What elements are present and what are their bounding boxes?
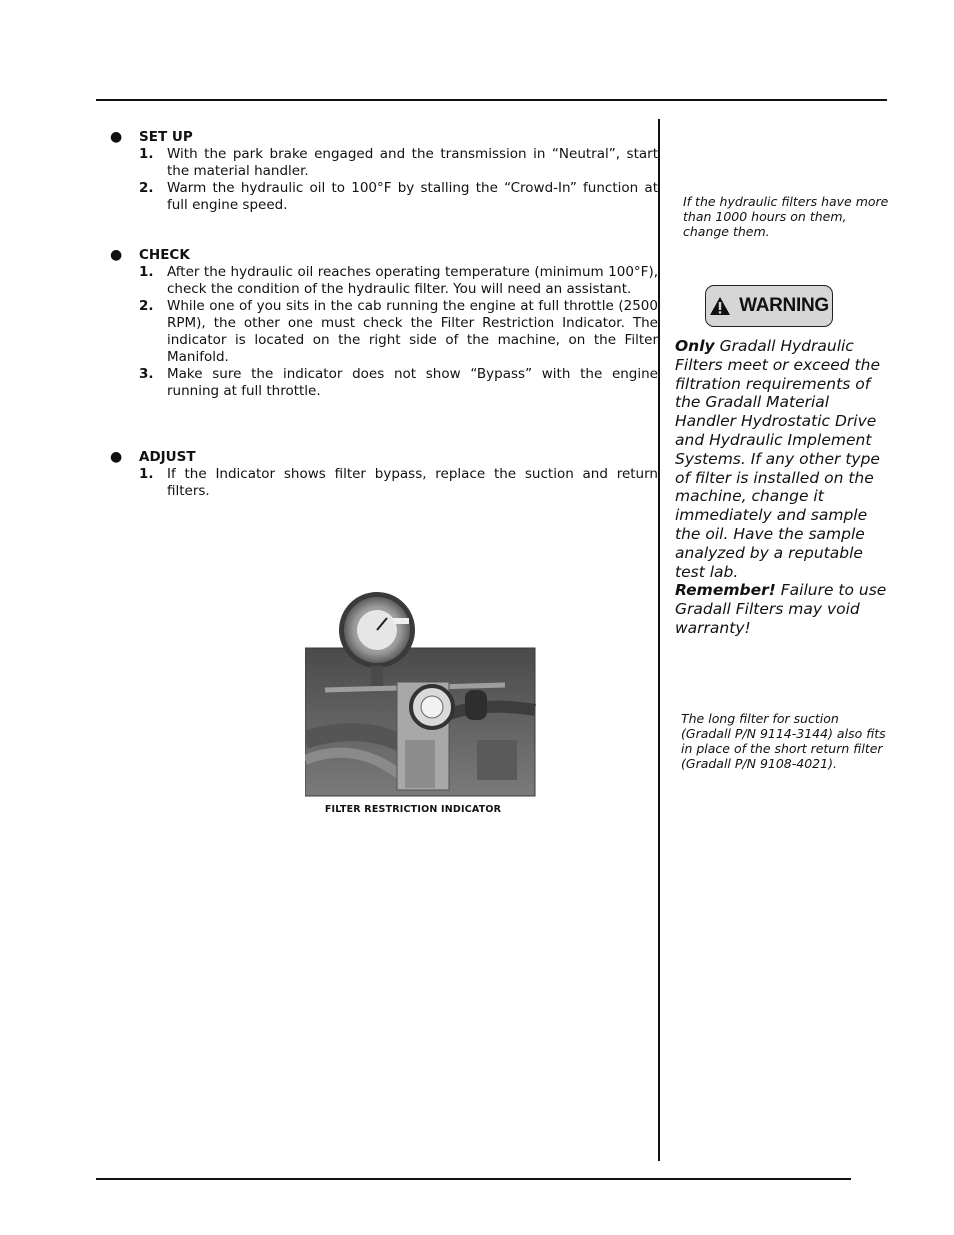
remember-body: Failure to use Gradall Filters may void warranty! [675,581,887,637]
bullet-icon: ● [110,129,123,145]
step-item [110,366,658,400]
step-item [110,298,658,366]
side-note-filter-hours: If the hydraulic filters have more than 1000 hours on them, change them. [683,194,889,239]
step-number: 2. [139,298,154,314]
bullet-icon: ● [110,247,123,263]
column-divider [658,119,660,1161]
step-number: 1. [139,466,154,482]
section-set-up [110,129,658,214]
step-text: With the park brake engaged and the transmission in “Neutral”, start the material handler. [167,146,658,179]
section-heading: SET UP [139,129,193,145]
section-heading: ADJUST [139,449,196,465]
step-text: If the Indicator shows filter bypass, replace the suction and return filters. [167,466,658,499]
figure-caption: FILTER RESTRICTION INDICATOR [324,804,502,815]
step-item [110,264,658,298]
section-check [110,247,658,400]
warning-body: Gradall Hydraulic Filters meet or exceed the filtration requirements of the Gradall Material Handler Hydrostatic Drive and Hydraulic Implement Systems. If any other type of filter is installed on the machine, change it immediately and sample the oil. Have the sample analyzed by a reputable test lab. [675,337,880,581]
step-number: 1. [139,146,154,162]
photo-illustration [305,590,537,798]
warning-lead: Only [675,337,715,355]
step-text: After the hydraulic oil reaches operating temperature (minimum 100°F), check the condition of the hydraulic filter. You will need an assistant. [167,264,658,297]
step-text: While one of you sits in the cab running the engine at full throttle (2500 RPM), the other one must check the Filter Restriction Indicator. The indicator is located on the right side of the machine, on the Filter Manifold. [167,298,658,365]
step-number: 2. [139,180,154,196]
filter-indicator-photo [305,590,537,798]
step-item [110,466,658,500]
step-number: 1. [139,264,154,280]
bottom-rule [96,1178,851,1180]
bullet-icon: ● [110,449,123,465]
warning-paragraph [675,337,890,638]
top-rule [96,99,887,101]
step-item [110,180,658,214]
section-heading: CHECK [139,247,190,263]
step-text: Make sure the indicator does not show “Bypass” with the engine running at full throttle. [167,366,658,399]
side-note-filter-part-numbers: The long filter for suction (Gradall P/N 9114-3144) also fits in place of the short return filter (Gradall P/N 9108-4021). [681,711,886,771]
warning-badge [705,285,833,327]
step-text: Warm the hydraulic oil to 100°F by stalling the “Crowd-In” function at full engine speed. [167,180,658,213]
remember-lead: Remember! [675,581,776,600]
section-adjust [110,449,658,500]
warning-triangle-icon [709,296,731,316]
warning-label: WARNING [739,295,829,316]
step-item [110,146,658,180]
step-number: 3. [139,366,154,382]
